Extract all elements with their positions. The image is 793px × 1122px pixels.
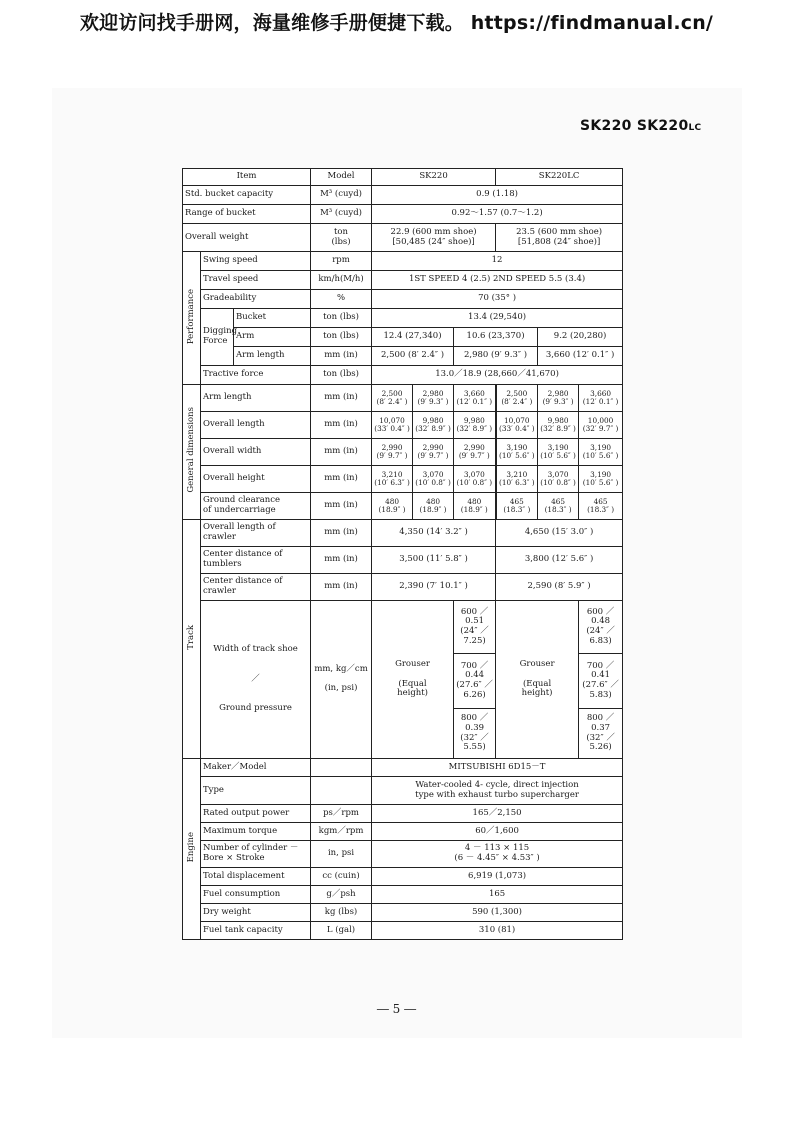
table-row: Total displacement cc (cuin) 6,919 (1,073) bbox=[183, 868, 623, 886]
digging-force-label: Digging Force bbox=[201, 309, 234, 366]
table-row: Digging Force Bucket ton (lbs) 13.4 (29,540) bbox=[183, 309, 623, 328]
table-row: Range of bucket M³ (cuyd) 0.92～1.57 (0.7～1.2) bbox=[183, 205, 623, 224]
shoe-label: Width of track shoe ／ Ground pressure bbox=[201, 601, 311, 759]
table-row: Tractive force ton (lbs) 13.0／18.9 (28,660／41,670) bbox=[183, 366, 623, 385]
table-row: Gradeability % 70 (35° ) bbox=[183, 290, 623, 309]
header-sk220: SK220 bbox=[372, 169, 496, 186]
table-row: Number of cylinder － Bore × Stroke in, psi 4 － 113 × 115 (6 － 4.45″ × 4.53″ ) bbox=[183, 841, 623, 868]
table-row: Performance Swing speed rpm 12 bbox=[183, 252, 623, 271]
table-row: Width of track shoe ／ Ground pressure mm, kg／cm (in, psi) Grouser (Equal height) 600 ／ 0.51 (24″ ／ 7.25) Grouser (Equal height) 600 ／ 0.48 (24″ ／ 6.83) bbox=[183, 601, 623, 654]
table-row: Overall width mm (in) 2,990 (9′ 9.7″ ) 2,990 (9′ 9.7″ ) 2,990 (9′ 9.7″ ) 3,190 (10′ 5.6″ ) 3,190 (10′ 5.6″ ) 3,190 (10′ 5.6″ ) bbox=[183, 439, 623, 466]
table-row: 700 ／0.44 (27.6″ ／6.26) 700 ／0.41 (27.6″ ／5.83) bbox=[183, 654, 623, 709]
header-item: Item bbox=[183, 169, 311, 186]
table-row: Dry weight kg (lbs) 590 (1,300) bbox=[183, 904, 623, 922]
table-row: 800 ／ 0.39 (32″ ／ 5.55) 800 ／ 0.37 (32″ ／ 5.26) bbox=[183, 709, 623, 759]
table-row: Overall weight ton (lbs) 22.9 (600 mm shoe) [50,485 (24″ shoe)] 23.5 (600 mm shoe) [51,808 (24″ shoe)] bbox=[183, 224, 623, 252]
model-title-main: SK220 SK220 bbox=[580, 118, 689, 134]
table-row: Maximum torque kgm／rpm 60／1,600 bbox=[183, 823, 623, 841]
page-number: ― 5 ― bbox=[376, 1002, 417, 1016]
group-label-engine: Engine bbox=[183, 759, 201, 940]
header-row bbox=[183, 169, 623, 186]
group-label-general-dimensions: General dimensions bbox=[183, 385, 201, 520]
table-row: Engine Maker／Model MITSUBISHI 6D15－T bbox=[183, 759, 623, 777]
table-row: Rated output power ps／rpm 165／2,150 bbox=[183, 805, 623, 823]
table-row: Overall height mm (in) 3,210 (10′ 6.3″ ) 3,070 (10′ 0.8″ ) 3,070 (10′ 0.8″ ) 3,210 (10′ 6.3″ ) 3,070 (10′ 0.8″ ) 3,190 (10′ 5.6″ ) bbox=[183, 466, 623, 493]
table-row: Center distance of tumblers mm (in) 3,500 (11′ 5.8″ ) 3,800 (12′ 5.6″ ) bbox=[183, 547, 623, 574]
header-model: Model bbox=[311, 169, 372, 186]
table-row: Center distance of crawler mm (in) 2,390 (7′ 10.1″ ) 2,590 (8′ 5.9″ ) bbox=[183, 574, 623, 601]
table-row: Fuel consumption g／psh 165 bbox=[183, 886, 623, 904]
header-sk220lc: SK220LC bbox=[496, 169, 623, 186]
table-row: Fuel tank capacity L (gal) 310 (81) bbox=[183, 922, 623, 940]
table-row: Track Overall length of crawler mm (in) 4,350 (14′ 3.2″ ) 4,650 (15′ 3.0″ ) bbox=[183, 520, 623, 547]
group-label-track: Track bbox=[183, 520, 201, 759]
table-row: General dimensions Arm length mm (in) 2,500 (8′ 2.4″ ) 2,980 (9′ 9.3″ ) 3,660 (12′ 0.1″ ) 2,500 (8′ 2.4″ ) 2,980 (9′ 9.3″ ) 3,660 (12′ 0.1″ ) bbox=[183, 385, 623, 412]
model-title-suffix: LC bbox=[688, 123, 702, 133]
table-row: Std. bucket capacity M³ (cuyd) 0.9 (1.18) bbox=[183, 186, 623, 205]
table-row: Arm length mm (in) 2,500 (8′ 2.4″ ) 2,980 (9′ 9.3″ ) 3,660 (12′ 0.1″ ) bbox=[183, 347, 623, 366]
table-row: Overall length mm (in) 10,070 (33′ 0.4″ ) 9,980 (32′ 8.9″ ) 9,980 (32′ 8.9″ ) 10,070 (33′ 0.4″ ) 9,980 (32′ 8.9″ ) 10,000 (32′ 9.7″ ) bbox=[183, 412, 623, 439]
table-row: Type Water-cooled 4- cycle, direct injection type with exhaust turbo supercharger bbox=[183, 777, 623, 805]
group-label-performance: Performance bbox=[183, 252, 201, 385]
table-row: Ground clearance of undercarriage mm (in) 480 (18.9″ ) 480 (18.9″ ) 480 (18.9″ ) 465 (18.3″ ) 465 (18.3″ ) 465 (18.3″ ) bbox=[183, 493, 623, 520]
table-row: Arm ton (lbs) 12.4 (27,340) 10.6 (23,370) 9.2 (20,280) bbox=[183, 328, 623, 347]
site-banner: 欢迎访问找手册网，海量维修手册便捷下载。 https://findmanual.cn/ bbox=[79, 12, 714, 34]
table-row: Travel speed km/h(M/h) 1ST SPEED 4 (2.5) 2ND SPEED 5.5 (3.4) bbox=[183, 271, 623, 290]
model-title bbox=[580, 118, 701, 134]
spec-table bbox=[182, 168, 623, 940]
